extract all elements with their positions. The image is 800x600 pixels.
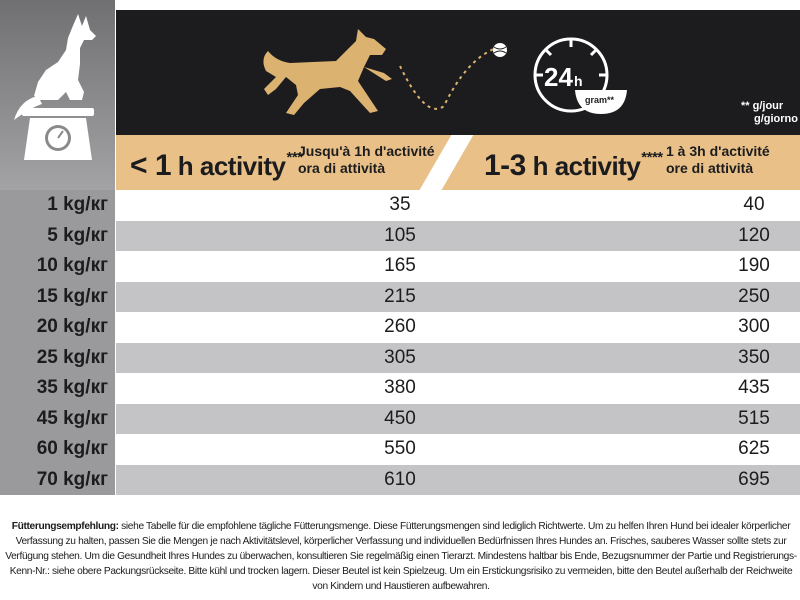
clock-unit: h [574,73,583,89]
value-high-activity: 515 [738,407,770,429]
value-low-activity: 380 [384,377,416,399]
table-row [0,404,800,435]
value-low-activity: 165 [384,255,416,277]
table-row [0,343,800,374]
weight-label: 45 kg/кг [36,407,108,429]
gram-label: gram** [585,95,615,105]
sidebar-header [0,0,115,190]
row-cells [116,312,800,343]
column-2-subtitle [666,143,770,177]
value-high-activity: 300 [738,316,770,338]
value-low-activity: 610 [384,468,416,490]
feeding-table [0,190,800,495]
column-1-stars: *** [286,149,303,166]
column-2-suffix: h activity [525,151,641,181]
value-high-activity: 625 [738,438,770,460]
column-1-prefix: < 1 [130,149,172,182]
column-1-suffix: h activity [171,151,286,181]
unit-legend [741,100,798,126]
row-cells [116,404,800,435]
weight-label: 15 kg/кг [36,285,108,307]
column-2-title [484,149,663,183]
value-low-activity: 305 [384,346,416,368]
value-high-activity: 695 [738,468,770,490]
row-cells [116,251,800,282]
column-2-sub-line-1: 1 à 3h d'activité [666,143,770,159]
value-low-activity: 450 [384,407,416,429]
table-row [0,465,800,496]
value-high-activity: 40 [743,194,765,216]
value-low-activity: 550 [384,438,416,460]
column-1-title [130,149,303,183]
row-cells [116,282,800,313]
header-illustration [116,10,800,135]
feeding-recommendation [4,519,798,594]
column-1-sub-line-1: Jusqu'à 1h d'activité [298,143,435,159]
weight-label: 60 kg/кг [36,438,108,460]
row-cells [116,373,800,404]
table-row [0,282,800,313]
table-row [0,434,800,465]
weight-label: 25 kg/кг [36,346,108,368]
table-row [0,221,800,252]
weight-label: 10 kg/кг [36,255,108,277]
column-1-subtitle [298,143,435,177]
value-high-activity: 190 [738,255,770,277]
running-dog-icon [246,15,406,125]
unit-line-2: g/giorno [754,113,798,125]
row-cells [116,190,800,221]
food-bowl-icon [571,80,631,120]
clock-number: 24 [544,62,573,92]
row-cells [116,221,800,252]
unit-line-1: ** g/jour [741,100,784,112]
dog-on-scale-icon [0,0,115,190]
row-cells [116,343,800,374]
row-cells [116,434,800,465]
column-2-sub-line-2: ore di attività [666,160,754,176]
column-2-prefix: 1-3 [484,149,526,182]
table-row [0,312,800,343]
table-row [0,373,800,404]
value-low-activity: 215 [384,285,416,307]
table-row [0,190,800,221]
value-low-activity: 105 [384,224,416,246]
weight-label: 5 kg/кг [47,224,108,246]
weight-label: 35 kg/кг [36,377,108,399]
ball-icon [492,42,508,58]
value-low-activity: 35 [389,194,411,216]
weight-label: 1 kg/кг [47,194,108,216]
table-row [0,251,800,282]
column-2-stars: **** [641,149,663,166]
value-high-activity: 435 [738,377,770,399]
value-low-activity: 260 [384,316,416,338]
row-cells [116,465,800,496]
activity-header [116,135,800,190]
weight-label: 20 kg/кг [36,316,108,338]
footer-title: Fütterungsempfehlung: [11,521,119,532]
value-high-activity: 250 [738,285,770,307]
value-high-activity: 120 [738,224,770,246]
weight-label: 70 kg/кг [36,468,108,490]
column-1-sub-line-2: ora di attività [298,160,386,176]
footer-text: siehe Tabelle für die empfohlene tägliche Fütterungsmenge. Diese Fütterungsmengen sind lediglich Richtwerte. Um zu helfen Ihren Hund bei idealer körperlicher Verfassung zu halten, passen Sie die Mengen je nach Aktivitätslevel, körperlicher Verfassung und individuellen Bedürfnissen Ihres Hundes an. Frisches, sauberes Wasser sollte stets zur Verfügung stehen. Um die Gesundheit Ihres Hundes zu überwachen, konsultieren Sie regelmäßig einen Tierarzt. Mindestens haltbar bis Ende, Bezugsnummer der Partie und Registrierungs-Kenn-Nr.: siehe obere Packungsrückseite. Bitte kühl und trocken lagern. Dieser Beutel ist kein Spielzeug. Um ein Erstickungsrisiko zu vermeiden, bitte den Beutel außerhalb der Reichweite von Kindern und Haustieren aufbewahren. [5,521,797,592]
value-high-activity: 350 [738,346,770,368]
